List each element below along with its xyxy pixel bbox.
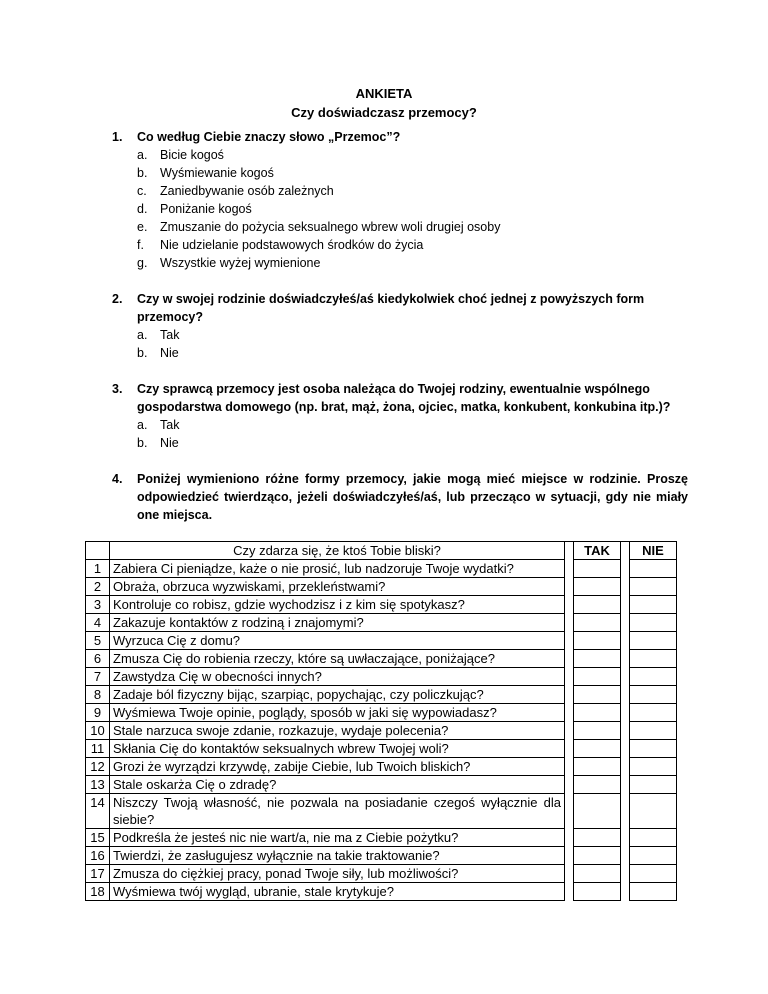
answer-option[interactable] (0, 326, 768, 344)
row-number: 9 (86, 704, 110, 722)
row-number: 15 (86, 829, 110, 847)
option-text: Zaniedbywanie osób zależnych (160, 184, 334, 198)
answer-yes-cell[interactable] (574, 829, 621, 847)
option-text: Nie udzielanie podstawowych środków do życia (160, 238, 424, 252)
answer-option[interactable] (0, 146, 768, 164)
answer-option[interactable] (0, 344, 768, 362)
table-row (86, 722, 677, 740)
row-question: Zmusza Cię do robienia rzeczy, które są uwłaczające, poniżające? (110, 650, 565, 668)
table-row (86, 847, 677, 865)
option-text: Wszystkie wyżej wymienione (160, 256, 321, 270)
title-line-1: ANKIETA (355, 86, 413, 101)
column-gap (621, 686, 630, 704)
answer-options (0, 146, 768, 272)
option-letter: c. (137, 184, 147, 198)
question-number: 2. (112, 292, 123, 306)
row-number: 12 (86, 758, 110, 776)
option-letter: d. (137, 202, 148, 216)
row-question: Obraża, obrzuca wyzwiskami, przekleństwami? (110, 578, 565, 596)
answer-yes-cell[interactable] (574, 560, 621, 578)
column-gap (565, 883, 574, 901)
row-number: 5 (86, 632, 110, 650)
answer-yes-cell[interactable] (574, 865, 621, 883)
column-gap (565, 560, 574, 578)
question-number: 3. (112, 382, 123, 396)
answer-option[interactable] (0, 218, 768, 236)
row-number: 10 (86, 722, 110, 740)
table-row (86, 883, 677, 901)
row-question: Zadaje ból fizyczny bijąc, szarpiąc, popychając, czy policzkując? (110, 686, 565, 704)
column-gap (565, 776, 574, 794)
column-gap (621, 650, 630, 668)
question-text: Co według Ciebie znaczy słowo „Przemoc”? (137, 130, 401, 144)
answer-yes-cell[interactable] (574, 596, 621, 614)
column-gap (621, 596, 630, 614)
table-row (86, 632, 677, 650)
answer-option[interactable] (0, 434, 768, 452)
table-row (86, 865, 677, 883)
table-row (86, 650, 677, 668)
row-question: Wyśmiewa Twoje opinie, poglądy, sposób w jaki się wypowiadasz? (110, 704, 565, 722)
row-number: 14 (86, 794, 110, 829)
option-text: Zmuszanie do pożycia seksualnego wbrew woli drugiej osoby (160, 220, 501, 234)
row-question: Twierdzi, że zasługujesz wyłącznie na takie traktowanie? (110, 847, 565, 865)
option-letter: b. (137, 346, 148, 360)
answer-no-cell[interactable] (630, 614, 677, 632)
table-row (86, 776, 677, 794)
column-gap (621, 740, 630, 758)
column-gap (565, 578, 574, 596)
answer-no-cell[interactable] (630, 632, 677, 650)
column-gap (621, 578, 630, 596)
row-number: 11 (86, 740, 110, 758)
answer-no-cell[interactable] (630, 704, 677, 722)
option-text: Wyśmiewanie kogoś (160, 166, 274, 180)
row-question: Podkreśla że jesteś nic nie wart/a, nie ma z Ciebie pożytku? (110, 829, 565, 847)
answer-yes-cell[interactable] (574, 758, 621, 776)
row-number: 13 (86, 776, 110, 794)
column-gap (565, 596, 574, 614)
row-question: Zabiera Ci pieniądze, każe o nie prosić, lub nadzoruje Twoje wydatki? (110, 560, 565, 578)
question-number: 1. (112, 130, 123, 144)
answer-no-cell[interactable] (630, 650, 677, 668)
table-row (86, 704, 677, 722)
row-number: 18 (86, 883, 110, 901)
header-question-cell: Czy zdarza się, że ktoś Tobie bliski? (110, 542, 565, 560)
answer-no-cell[interactable] (630, 847, 677, 865)
answer-no-cell[interactable] (630, 560, 677, 578)
question-text: Poniżej wymieniono różne formy przemocy, jakie mogą mieć miejsce w rodzinie. Proszę odpowiedzieć twierdząco, jeżeli doświadczyłeś/aś, lub przecząco w sytuacji, gdy nie miały one miejsca. (137, 472, 688, 522)
answer-options (0, 326, 768, 362)
row-question: Skłania Cię do kontaktów seksualnych wbrew Twojej woli? (110, 740, 565, 758)
answer-yes-cell[interactable] (574, 686, 621, 704)
question-text: Czy w swojej rodzinie doświadczyłeś/aś kiedykolwiek choć jednej z powyższych form przemocy? (137, 292, 645, 324)
row-number: 17 (86, 865, 110, 883)
column-gap (565, 686, 574, 704)
option-letter: b. (137, 166, 148, 180)
survey-table-body (86, 542, 677, 901)
row-question: Stale narzuca swoje zdanie, rozkazuje, wydaje polecenia? (110, 722, 565, 740)
answer-no-cell[interactable] (630, 758, 677, 776)
answer-yes-cell[interactable] (574, 578, 621, 596)
table-row (86, 596, 677, 614)
answer-yes-cell[interactable] (574, 847, 621, 865)
column-gap (621, 865, 630, 883)
column-gap (565, 758, 574, 776)
answer-option[interactable] (0, 254, 768, 272)
answer-options (0, 416, 768, 452)
question-2 (0, 290, 768, 362)
header-no-cell: NIE (630, 542, 677, 560)
row-number: 4 (86, 614, 110, 632)
answer-option[interactable] (0, 182, 768, 200)
page-title (0, 84, 768, 122)
answer-yes-cell[interactable] (574, 704, 621, 722)
answer-no-cell[interactable] (630, 686, 677, 704)
answer-no-cell[interactable] (630, 668, 677, 686)
column-gap (621, 560, 630, 578)
row-number: 7 (86, 668, 110, 686)
column-gap (621, 847, 630, 865)
answer-no-cell[interactable] (630, 578, 677, 596)
question-number: 4. (112, 472, 123, 486)
column-gap (565, 704, 574, 722)
table-row (86, 758, 677, 776)
title-line-2: Czy doświadczasz przemocy? (291, 105, 477, 120)
option-text: Tak (160, 328, 180, 342)
table-row (86, 578, 677, 596)
row-question: Grozi że wyrządzi krzywdę, zabije Ciebie, lub Twoich bliskich? (110, 758, 565, 776)
table-row (86, 740, 677, 758)
row-number: 16 (86, 847, 110, 865)
row-number: 3 (86, 596, 110, 614)
row-question: Zmusza do ciężkiej pracy, ponad Twoje siły, lub możliwości? (110, 865, 565, 883)
column-gap (621, 614, 630, 632)
table-row (86, 614, 677, 632)
column-gap (621, 668, 630, 686)
row-question: Wyrzuca Cię z domu? (110, 632, 565, 650)
row-number: 8 (86, 686, 110, 704)
header-yes-cell: TAK (574, 542, 621, 560)
column-gap (621, 704, 630, 722)
column-gap (621, 776, 630, 794)
column-gap (565, 542, 574, 560)
questions-list (0, 128, 768, 542)
answer-option[interactable] (0, 200, 768, 218)
column-gap (565, 722, 574, 740)
answer-yes-cell[interactable] (574, 668, 621, 686)
row-number: 1 (86, 560, 110, 578)
answer-yes-cell[interactable] (574, 722, 621, 740)
survey-table (85, 541, 677, 901)
table-header-row (86, 542, 677, 560)
answer-no-cell[interactable] (630, 865, 677, 883)
option-letter: f. (137, 238, 144, 252)
table-row (86, 686, 677, 704)
table-row (86, 829, 677, 847)
row-question: Kontroluje co robisz, gdzie wychodzisz i z kim się spotykasz? (110, 596, 565, 614)
question-text: Czy sprawcą przemocy jest osoba należąca do Twojej rodziny, ewentualnie wspólnego gospodarstwa domowego (np. brat, mąż, żona, ojciec, matka, konkubent, konkubina itp.)? (137, 382, 671, 414)
option-text: Nie (160, 346, 179, 360)
answer-no-cell[interactable] (630, 722, 677, 740)
column-gap (565, 740, 574, 758)
row-number: 2 (86, 578, 110, 596)
row-number: 6 (86, 650, 110, 668)
option-letter: g. (137, 256, 148, 270)
column-gap (565, 829, 574, 847)
column-gap (565, 650, 574, 668)
answer-no-cell[interactable] (630, 596, 677, 614)
column-gap (621, 794, 630, 829)
answer-option[interactable] (0, 236, 768, 254)
column-gap (565, 865, 574, 883)
column-gap (621, 758, 630, 776)
column-gap (565, 614, 574, 632)
answer-yes-cell[interactable] (574, 614, 621, 632)
table-row (86, 794, 677, 829)
answer-no-cell[interactable] (630, 776, 677, 794)
option-text: Poniżanie kogoś (160, 202, 252, 216)
option-letter: a. (137, 418, 148, 432)
row-question: Zakazuje kontaktów z rodziną i znajomymi? (110, 614, 565, 632)
column-gap (565, 847, 574, 865)
answer-yes-cell[interactable] (574, 632, 621, 650)
row-question: Zawstydza Cię w obecności innych? (110, 668, 565, 686)
answer-yes-cell[interactable] (574, 794, 621, 829)
question-1 (0, 128, 768, 272)
option-letter: a. (137, 328, 148, 342)
table-row (86, 560, 677, 578)
row-question: Niszczy Twoją własność, nie pozwala na posiadanie czegoś wyłącznie dla siebie? (110, 794, 565, 829)
column-gap (621, 632, 630, 650)
option-letter: b. (137, 436, 148, 450)
question-3 (0, 380, 768, 452)
answer-no-cell[interactable] (630, 794, 677, 829)
answer-option[interactable] (0, 416, 768, 434)
option-text: Bicie kogoś (160, 148, 224, 162)
option-text: Tak (160, 418, 180, 432)
column-gap (565, 794, 574, 829)
answer-yes-cell[interactable] (574, 650, 621, 668)
row-question: Wyśmiewa twój wygląd, ubranie, stale krytykuje? (110, 883, 565, 901)
column-gap (621, 542, 630, 560)
option-letter: e. (137, 220, 148, 234)
header-number-cell (86, 542, 110, 560)
answer-yes-cell[interactable] (574, 776, 621, 794)
column-gap (621, 883, 630, 901)
answer-yes-cell[interactable] (574, 883, 621, 901)
answer-option[interactable] (0, 164, 768, 182)
column-gap (621, 722, 630, 740)
column-gap (565, 632, 574, 650)
answer-no-cell[interactable] (630, 740, 677, 758)
table-row (86, 668, 677, 686)
option-text: Nie (160, 436, 179, 450)
question-4 (0, 470, 768, 524)
column-gap (621, 829, 630, 847)
option-letter: a. (137, 148, 148, 162)
answer-yes-cell[interactable] (574, 740, 621, 758)
column-gap (565, 668, 574, 686)
row-question: Stale oskarża Cię o zdradę? (110, 776, 565, 794)
answer-no-cell[interactable] (630, 883, 677, 901)
answer-no-cell[interactable] (630, 829, 677, 847)
